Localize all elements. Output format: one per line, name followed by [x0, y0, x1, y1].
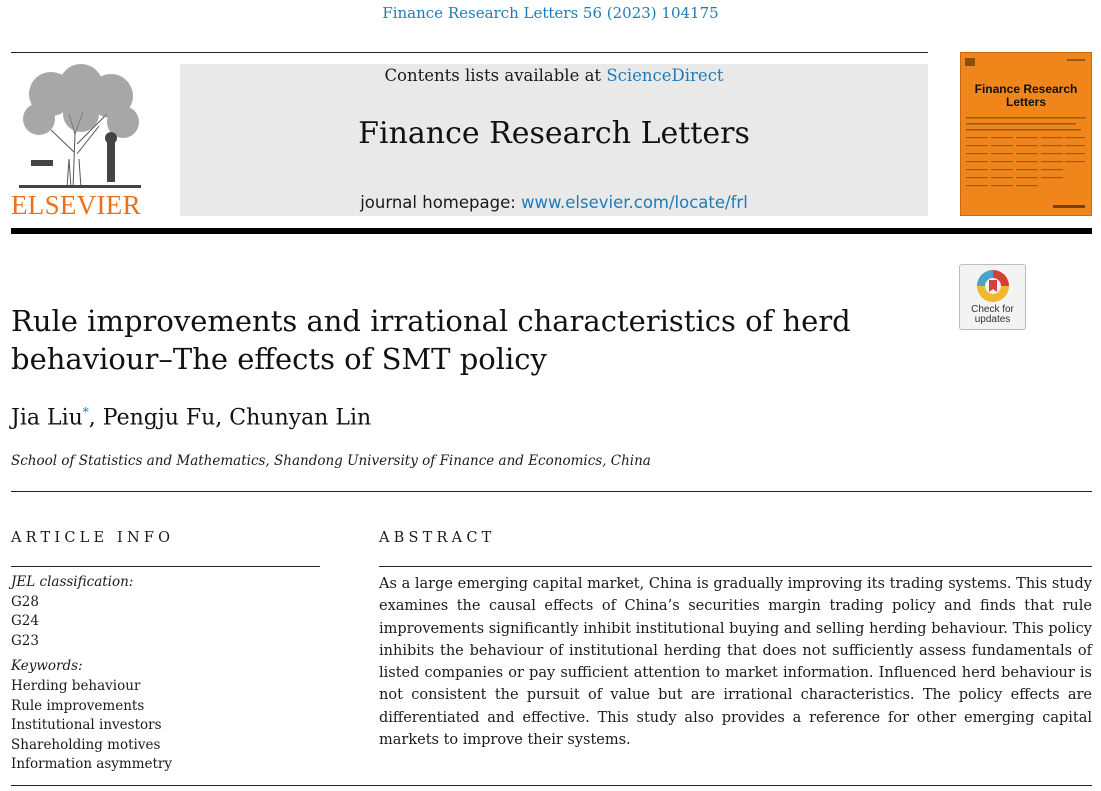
publisher-wordmark: ELSEVIER [11, 190, 141, 220]
check-for-updates-button[interactable] [959, 264, 1026, 330]
author-name[interactable]: Chunyan Lin [229, 405, 372, 431]
cover-journal-title: Finance Research Letters [974, 82, 1078, 109]
author-name[interactable]: Jia Liu [11, 405, 83, 431]
abstract-text: As a large emerging capital market, China is gradually improving its trading systems. This study examines the causal effects of China’s securities margin trading policy and finds that rule improvements significantly inhibit institutional buying and selling herding behaviour. This policy inhibits the behaviour of institutional herding that does not sufficiently assess fundamentals of listed companies or pay sufficient attention to market information. Influenced herd behaviour is not consistent the pursuit of value but are irrational characteristics. The policy effects are differentiated and effective. This study also provides a reference for other emerging capital markets to improve their systems. [379, 576, 1092, 749]
keyword: Herding behaviour [11, 677, 141, 694]
keywords-label: Keywords: [11, 658, 83, 675]
author-separator: , [215, 405, 230, 431]
homepage-link[interactable]: www.elsevier.com/locate/frl [521, 193, 748, 212]
sciencedirect-link[interactable]: ScienceDirect [606, 66, 724, 85]
journal-cover-thumbnail[interactable] [960, 52, 1092, 216]
contents-line [180, 66, 928, 85]
check-for-updates-label: Check for updates [971, 304, 1014, 325]
homepage-prefix: journal homepage: [360, 193, 522, 212]
jel-code: G24 [11, 613, 39, 630]
keyword: Information asymmetry [11, 756, 173, 773]
article-info-rule [11, 566, 320, 567]
header-thick-rule [11, 228, 1092, 234]
header-top-rule [11, 52, 928, 53]
keyword: Rule improvements [11, 697, 145, 714]
jel-code: G28 [11, 593, 39, 610]
jel-label: JEL classification: [11, 574, 134, 590]
author-list [11, 405, 371, 430]
article-title: Rule improvements and irrational characteristics of herd behaviour–The effects of SMT policy [11, 304, 851, 376]
journal-title: Finance Research Letters [358, 116, 750, 151]
corresponding-author-mark[interactable]: * [82, 405, 89, 419]
article-info-heading: ARTICLE INFO [11, 530, 175, 546]
author-separator: , [88, 405, 103, 431]
abstract-rule [379, 566, 1092, 567]
keyword: Institutional investors [11, 717, 162, 734]
homepage-line [180, 193, 928, 212]
contents-prefix: Contents lists available at [384, 66, 607, 85]
affiliation: School of Statistics and Mathematics, Shandong University of Finance and Economics, China [11, 453, 651, 469]
keyword: Shareholding motives [11, 736, 161, 753]
article-info-block [11, 573, 311, 775]
section-rule [11, 491, 1092, 492]
jel-code: G23 [11, 632, 39, 649]
author-name[interactable]: Pengju Fu [102, 405, 216, 431]
journal-reference[interactable]: Finance Research Letters 56 (2023) 104175 [382, 4, 719, 22]
abstract-heading: ABSTRACT [379, 530, 496, 546]
bottom-rule [11, 785, 1092, 786]
crossmark-icon [973, 268, 1013, 304]
